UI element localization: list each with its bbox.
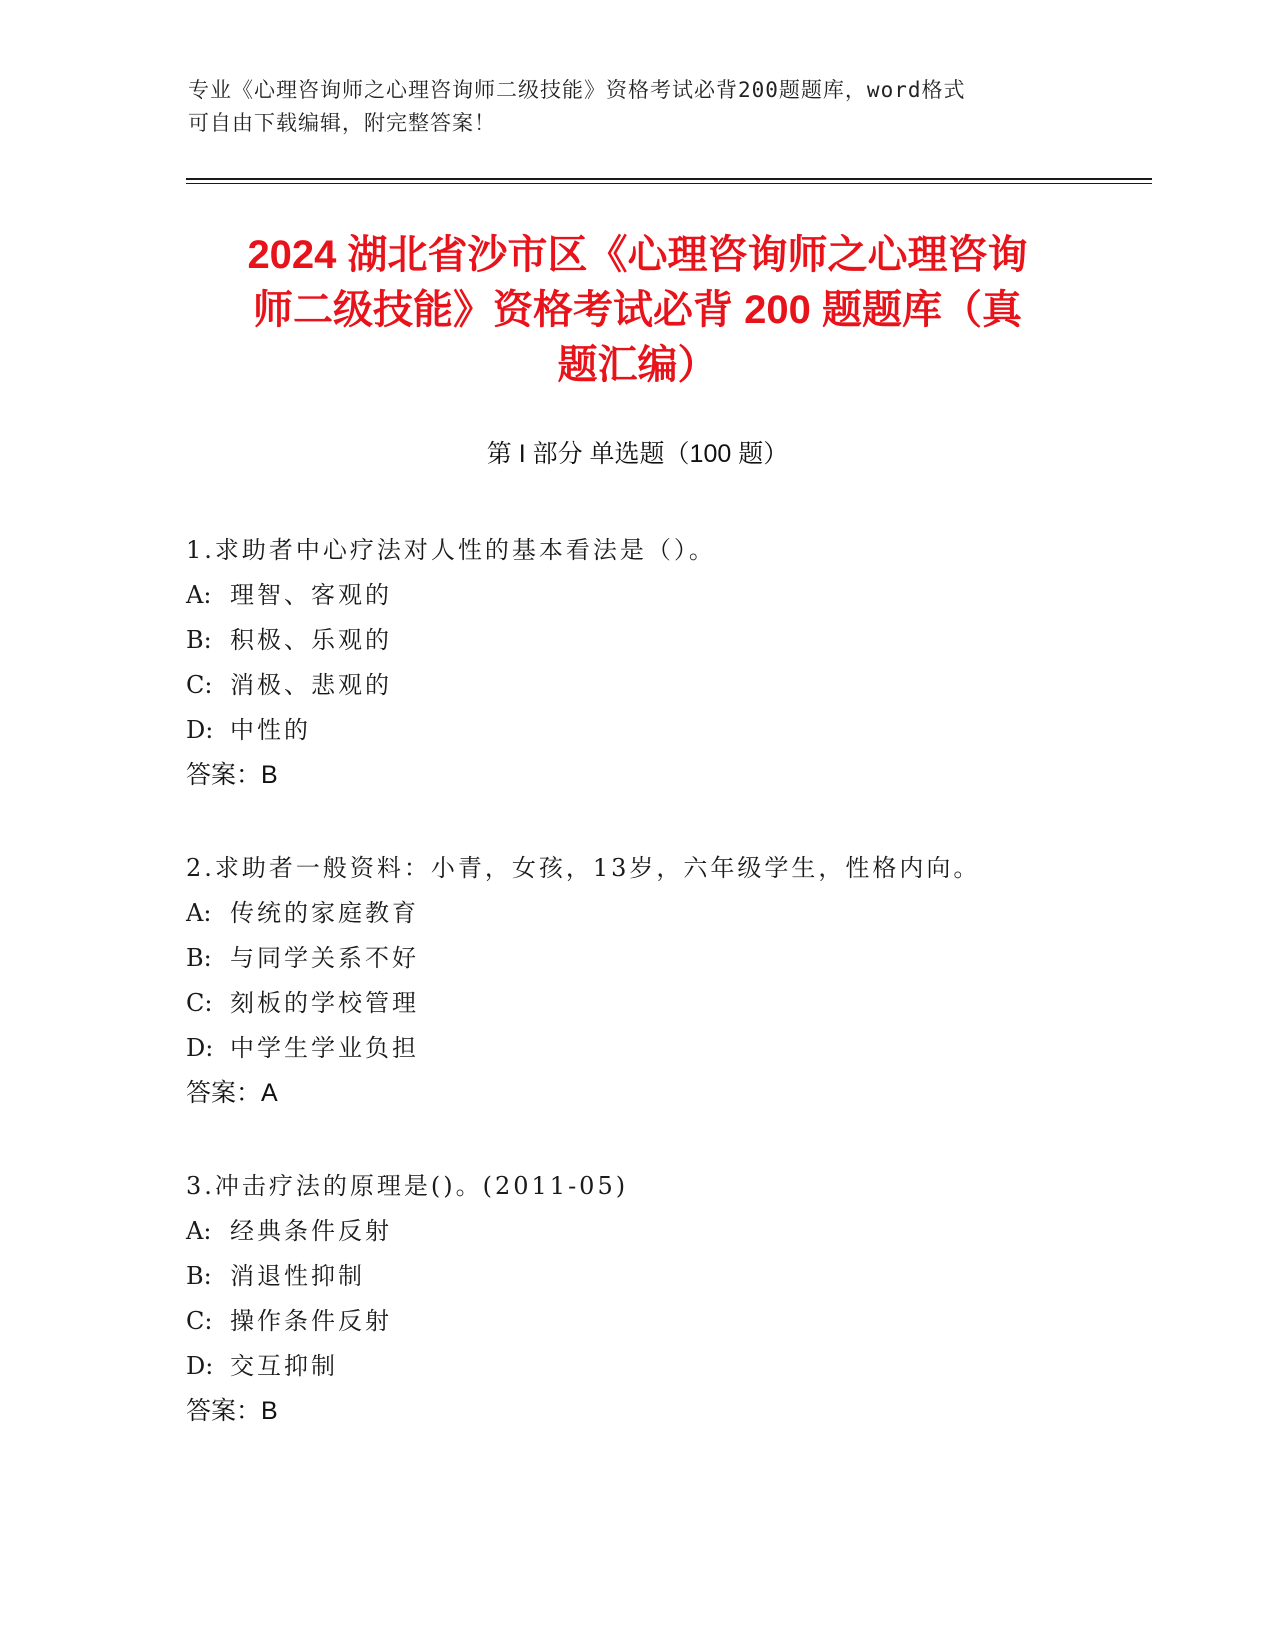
option-d [186, 708, 1146, 753]
option-a [186, 1209, 1146, 1254]
header-note-line-2: 可自由下载编辑，附完整答案！ [188, 111, 496, 135]
option-key: A: [186, 899, 212, 927]
option-d [186, 1026, 1146, 1071]
option-text: 消退性抑制 [230, 1262, 365, 1290]
option-b [186, 936, 1146, 981]
header-note-line-1: 专业《心理咨询师之心理咨询师二级技能》资格考试必背200题题库，word格式 [188, 78, 966, 102]
option-text: 交互抑制 [230, 1352, 338, 1380]
option-key: B: [186, 626, 212, 654]
option-text: 消极、悲观的 [230, 671, 392, 699]
answer-line: 答案：B [186, 1397, 278, 1425]
option-text: 刻板的学校管理 [230, 989, 419, 1017]
option-d [186, 1344, 1146, 1389]
option-a [186, 573, 1146, 618]
document-title-line-1: 2024 湖北省沙市区《心理咨询师之心理咨询 [247, 233, 1028, 277]
document-title [160, 228, 1115, 393]
question-stem: 2.求助者一般资料：小青，女孩，13岁，六年级学生，性格内向。 [186, 854, 981, 882]
question-stem: 3.冲击疗法的原理是()。(2011-05) [186, 1172, 629, 1200]
option-text: 理智、客观的 [230, 581, 392, 609]
option-c [186, 981, 1146, 1026]
option-text: 操作条件反射 [230, 1307, 392, 1335]
header-divider-thick [186, 178, 1152, 180]
option-key: D: [186, 1352, 214, 1380]
option-key: A: [186, 581, 212, 609]
header-note [188, 74, 1068, 140]
option-key: D: [186, 716, 214, 744]
header-divider-thin [186, 183, 1152, 184]
option-key: A: [186, 1217, 212, 1245]
option-c [186, 1299, 1146, 1344]
option-b [186, 1254, 1146, 1299]
option-key: B: [186, 944, 212, 972]
document-title-line-3: 题汇编） [557, 343, 718, 387]
option-c [186, 663, 1146, 708]
answer-line: 答案：A [186, 1079, 278, 1107]
document-title-line-2: 师二级技能》资格考试必背 200 题题库（真 [253, 288, 1022, 332]
question-item [186, 846, 1146, 1116]
question-list [186, 528, 1146, 1482]
option-text: 传统的家庭教育 [230, 899, 419, 927]
question-item [186, 1164, 1146, 1434]
answer-line: 答案：B [186, 761, 278, 789]
option-key: C: [186, 1307, 213, 1335]
option-text: 与同学关系不好 [230, 944, 419, 972]
question-stem: 1.求助者中心疗法对人性的基本看法是（）。 [186, 536, 716, 564]
option-text: 中学生学业负担 [230, 1034, 419, 1062]
option-text: 中性的 [230, 716, 311, 744]
option-key: C: [186, 671, 213, 699]
option-text: 经典条件反射 [230, 1217, 392, 1245]
section-title: 第 I 部分 单选题（100 题） [486, 440, 789, 468]
option-key: D: [186, 1034, 214, 1062]
option-b [186, 618, 1146, 663]
option-text: 积极、乐观的 [230, 626, 392, 654]
option-key: C: [186, 989, 213, 1017]
option-a [186, 891, 1146, 936]
question-item [186, 528, 1146, 798]
option-key: B: [186, 1262, 212, 1290]
